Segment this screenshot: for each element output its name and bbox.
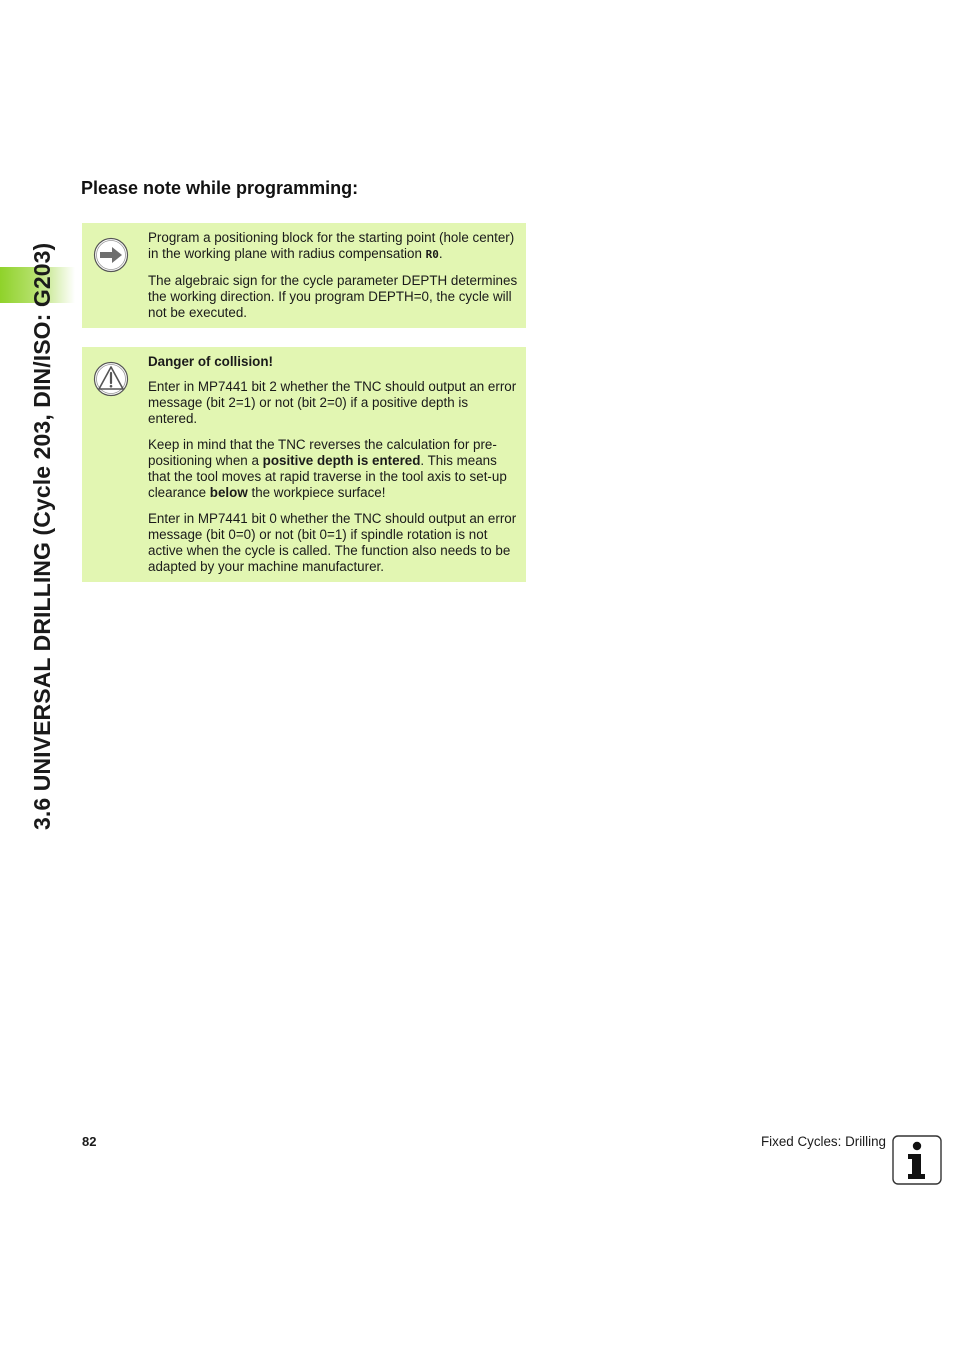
note-paragraph: Program a positioning block for the starting point (hole center) in the working plane with radius compensation R0. [148, 230, 515, 261]
section-heading: Please note while programming: [81, 178, 359, 198]
programming-note-text [148, 230, 520, 321]
warning-triangle-icon [93, 361, 129, 397]
collision-warning-box [82, 347, 526, 582]
programming-note-box [82, 223, 526, 328]
page-number: 82 [82, 1134, 97, 1149]
warning-paragraph: Enter in MP7441 bit 0 whether the TNC should output an error message (bit 0=0) or not (bit 0=1) if spindle rotation is not active when the cycle is called. The function also needs to be adapted by your machine manufacturer. [148, 511, 517, 574]
note-paragraph: The algebraic sign for the cycle parameter DEPTH determines the working direction. If you program DEPTH=0, the cycle will not be executed. [148, 273, 518, 320]
warning-paragraph: Enter in MP7441 bit 2 whether the TNC should output an error message (bit 2=1) or not (bit 2=0) if a positive depth is entered. [148, 379, 517, 426]
warning-paragraph: Keep in mind that the TNC reverses the calculation for pre-positioning when a positive depth is entered. This means that the tool moves at rapid traverse in the tool axis to set-up clearance below the workpiece surface! [148, 437, 507, 500]
collision-warning-text [148, 354, 520, 575]
warning-title: Danger of collision! [148, 354, 273, 369]
info-icon [892, 1135, 942, 1185]
radius-compensation-code: R0 [425, 248, 439, 261]
arrow-right-icon [93, 237, 129, 273]
chapter-title: Fixed Cycles: Drilling [760, 1134, 886, 1149]
section-side-title: 3.6 UNIVERSAL DRILLING (Cycle 203, DIN/ISO: G203) [29, 242, 55, 830]
